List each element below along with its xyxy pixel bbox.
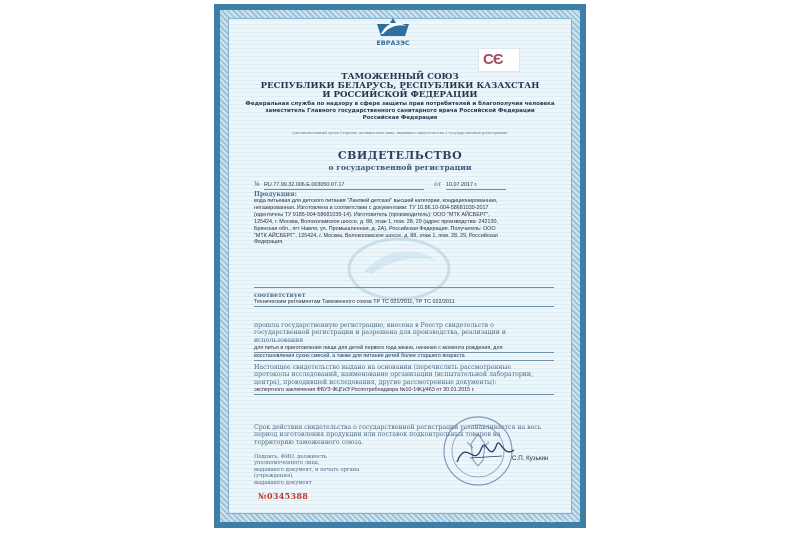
product-line: Федерация.: [254, 239, 284, 246]
product-line: 125424, г. Москва, Волоколамское шоссе, д. 88, этаж 1, пом. 28, 29 (адрес производства: 242130,: [254, 218, 498, 225]
use-line: для питья и приготовления пищи для детей первого года жизни, начиная с момента рождения, для: [254, 345, 554, 353]
registration-line: использования: [254, 336, 304, 344]
basis-value: экспертного заключения ФБУЗ ФЦГиЭ Роспотребнадзора №10-1ФЦ/463 от 30.01.2015 г.: [254, 387, 554, 395]
use-purpose: [254, 345, 554, 361]
issuer-caption: (уполномоченный орган Стороны, должностное лицо, выдавшее свидетельство о государственной регистрации): [292, 131, 508, 135]
conformity-mark: [478, 48, 520, 72]
product-label: Продукция:: [254, 191, 297, 198]
eurasec-logo-icon: [373, 14, 413, 48]
product-line: вода питьевая для детского питания "Лангвей детская" высшей категории, кондиционированная,: [254, 198, 498, 204]
basis-line: Настоящее свидетельство выдано на основании (перечислить рассмотренные: [254, 364, 512, 371]
compliance-value: Техническим регламентам Таможенного союза ТР ТС 021/2011, ТР ТС 022/2011: [254, 299, 554, 307]
printer-footer: © ООО «Первый печатный двор», г. Москва, 2016 г., уровень «В»: [454, 519, 573, 523]
signature-caption-line: Подпись, ФИО, должность уполномоченного лица,: [254, 454, 327, 467]
signature-caption-line: выдавшего документ, и печать органа (учреждения),: [254, 466, 360, 480]
issuer-line-2: заместитель Главного государственного санитарного врача Российской Федерации: [265, 108, 535, 114]
eurasec-watermark-icon: [344, 234, 454, 304]
number-label: №: [254, 181, 260, 188]
product-line: негазированная. Изготовлена в соответствии с документами: ТУ 10.86.10-004-58681039-2017: [254, 204, 489, 211]
validity-line: территорию таможенного союза.: [254, 438, 364, 446]
validity-line: период изготовления продукции или поставок подконтрольных товаров на: [254, 431, 501, 439]
certificate: [214, 4, 586, 528]
registration-line: государственной регистрации и разрешена для производства, реализации и: [254, 329, 506, 337]
issuer-line-1: Федеральная служба по надзору в сфере защиты прав потребителей и благополучия человека: [245, 101, 555, 107]
conformity-mark-text: СЄ: [483, 51, 503, 68]
product-line: "МТК АЙСБЕРГ", 125424, г. Москва, Волоколамское шоссе, д. 88, этаж 1, пом. 28, 29, Российская: [254, 232, 498, 239]
use-line: восстановления сухих смесей, а также для питания детей более старшего возраста: [254, 353, 554, 361]
logo-text: ЕВРАЗЭС: [376, 39, 410, 47]
registration-number: RU.77.99.32.006.Е.003050.07.17: [264, 182, 424, 190]
validity-line: Срок действия свидетельства о государственной регистрации устанавливается на весь: [254, 424, 542, 431]
basis-text: [254, 364, 554, 386]
signatory-name: С.П. Кузькин: [512, 455, 549, 462]
signature-caption: [254, 454, 374, 486]
certificate-title: СВИДЕТЕЛЬСТВО: [337, 149, 463, 162]
header-line-3: И РОССИЙСКОЙ ФЕДЕРАЦИИ: [322, 90, 478, 100]
signature-scribble-icon: [452, 432, 522, 472]
basis-line: центра), проводившей исследования, другие рассмотренные документы):: [254, 378, 497, 386]
serial-number: №0345388: [258, 491, 309, 501]
basis-line: протоколы исследований, наименование организации (испытательной лаборатории,: [254, 371, 533, 379]
registration-line: прошла государственную регистрацию, внесена в Реестр свидетельств о: [254, 322, 494, 329]
product-line: (идентичны ТУ 9185-004-58681039-14). Изготовитель (производитель): ООО "МТК АЙСБЕРГ",: [254, 211, 490, 218]
header-line-1: ТАМОЖЕННЫЙ СОЮЗ: [341, 72, 459, 82]
header-line-2: РЕСПУБЛИКИ БЕЛАРУСЬ, РЕСПУБЛИКИ КАЗАХСТАН: [260, 81, 540, 91]
product-line: Брянская обл., пгт Навля, ул. Промышленная, д. 2А), Российская Федерация. Получатель: ООО: [254, 225, 496, 232]
signature-caption-line: выдавшего документ: [254, 479, 312, 486]
compliance-label: соответствует: [254, 292, 306, 299]
spacer-line: [254, 285, 554, 288]
registration-date: 10.07.2017 г.: [446, 182, 506, 190]
date-label: от: [434, 181, 442, 188]
registration-text: [254, 322, 554, 344]
certificate-subtitle: о государственной регистрации: [328, 163, 472, 172]
issuer-line-3: Российская Федерация: [362, 115, 438, 121]
